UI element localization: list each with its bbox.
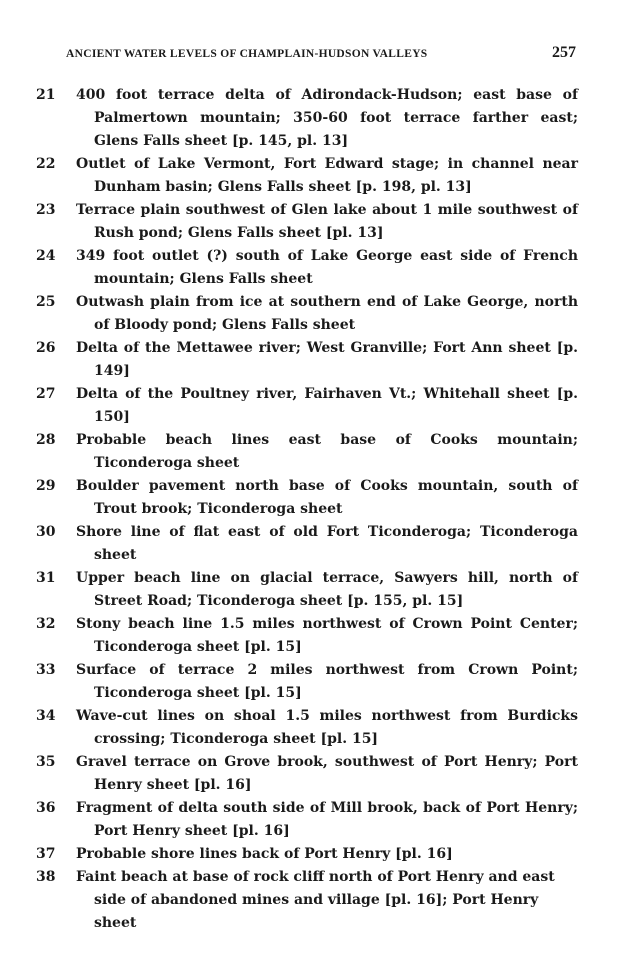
- item-text: Boulder pavement north base of Cooks mountain, south of Trout brook; Ticonderoga sheet: [76, 478, 578, 517]
- item-text: Delta of the Mettawee river; West Granville; Fort Ann sheet [p. 149]: [76, 340, 578, 379]
- list-item: [0, 337, 626, 383]
- list-item: [0, 659, 626, 705]
- item-text: Shore line of flat east of old Fort Ticonderoga; Ticonderoga sheet: [76, 524, 578, 563]
- item-text: Outwash plain from ice at southern end of Lake George, north of Bloody pond; Glens Falls sheet: [76, 294, 578, 333]
- list-item: [0, 866, 626, 935]
- item-text: Wave-cut lines on shoal 1.5 miles northwest from Burdicks crossing; Ticonderoga sheet [pl. 15]: [76, 708, 578, 747]
- list-item: [0, 751, 626, 797]
- item-text: Outlet of Lake Vermont, Fort Edward stage; in channel near Dunham basin; Glens Falls sheet [p. 198, pl. 13]: [76, 156, 578, 195]
- list-item: [0, 84, 626, 153]
- item-number: 33: [36, 662, 56, 678]
- item-text: Fragment of delta south side of Mill brook, back of Port Henry; Port Henry sheet [pl. 16]: [76, 800, 578, 839]
- running-title: ANCIENT WATER LEVELS OF CHAMPLAIN-HUDSON VALLEYS: [66, 48, 428, 60]
- list-item: [0, 521, 626, 567]
- item-text: 349 foot outlet (?) south of Lake George east side of French mountain; Glens Falls sheet: [76, 248, 578, 287]
- list-item: [0, 429, 626, 475]
- item-text: Upper beach line on glacial terrace, Sawyers hill, north of Street Road; Ticonderoga sheet [p. 155, pl. 15]: [76, 570, 578, 609]
- list-item: [0, 245, 626, 291]
- list-item: [0, 475, 626, 521]
- item-number: 24: [36, 248, 56, 264]
- item-number: 31: [36, 570, 56, 586]
- location-list: [0, 84, 626, 935]
- item-number: 27: [36, 386, 56, 402]
- item-number: 25: [36, 294, 56, 310]
- item-text: Probable beach lines east base of Cooks mountain; Ticonderoga sheet: [76, 432, 578, 471]
- item-text: Stony beach line 1.5 miles northwest of Crown Point Center; Ticonderoga sheet [pl. 15]: [76, 616, 578, 655]
- list-item: [0, 199, 626, 245]
- item-number: 28: [36, 432, 56, 448]
- item-text: Terrace plain southwest of Glen lake about 1 mile southwest of Rush pond; Glens Falls sheet [pl. 13]: [76, 202, 578, 241]
- item-number: 30: [36, 524, 56, 540]
- item-number: 23: [36, 202, 56, 218]
- item-number: 38: [36, 869, 56, 885]
- item-number: 22: [36, 156, 56, 172]
- item-text: Delta of the Poultney river, Fairhaven Vt.; Whitehall sheet [p. 150]: [76, 386, 578, 425]
- item-text: Gravel terrace on Grove brook, southwest of Port Henry; Port Henry sheet [pl. 16]: [76, 754, 578, 793]
- item-number: 21: [36, 87, 56, 103]
- list-item: [0, 843, 626, 866]
- list-item: [0, 291, 626, 337]
- item-text: Probable shore lines back of Port Henry [pl. 16]: [76, 846, 453, 862]
- list-item: [0, 567, 626, 613]
- item-number: 36: [36, 800, 56, 816]
- item-text: Surface of terrace 2 miles northwest from Crown Point; Ticonderoga sheet [pl. 15]: [76, 662, 578, 701]
- list-item: [0, 705, 626, 751]
- item-text: 400 foot terrace delta of Adirondack-Hudson; east base of Palmertown mountain; 350-60 foot terrace farther east; Glens Falls sheet [p. 145, pl. 13]: [76, 87, 578, 149]
- list-item: [0, 797, 626, 843]
- item-number: 35: [36, 754, 56, 770]
- item-number: 32: [36, 616, 56, 632]
- item-text: Faint beach at base of rock cliff north of Port Henry and east side of abandoned mines and village [pl. 16]; Port Henry sheet: [76, 869, 555, 931]
- item-number: 34: [36, 708, 56, 724]
- item-number: 26: [36, 340, 56, 356]
- running-header: [66, 44, 576, 66]
- list-item: [0, 383, 626, 429]
- item-number: 29: [36, 478, 56, 494]
- page-number: 257: [552, 44, 576, 61]
- item-number: 37: [36, 846, 56, 862]
- list-item: [0, 153, 626, 199]
- list-item: [0, 613, 626, 659]
